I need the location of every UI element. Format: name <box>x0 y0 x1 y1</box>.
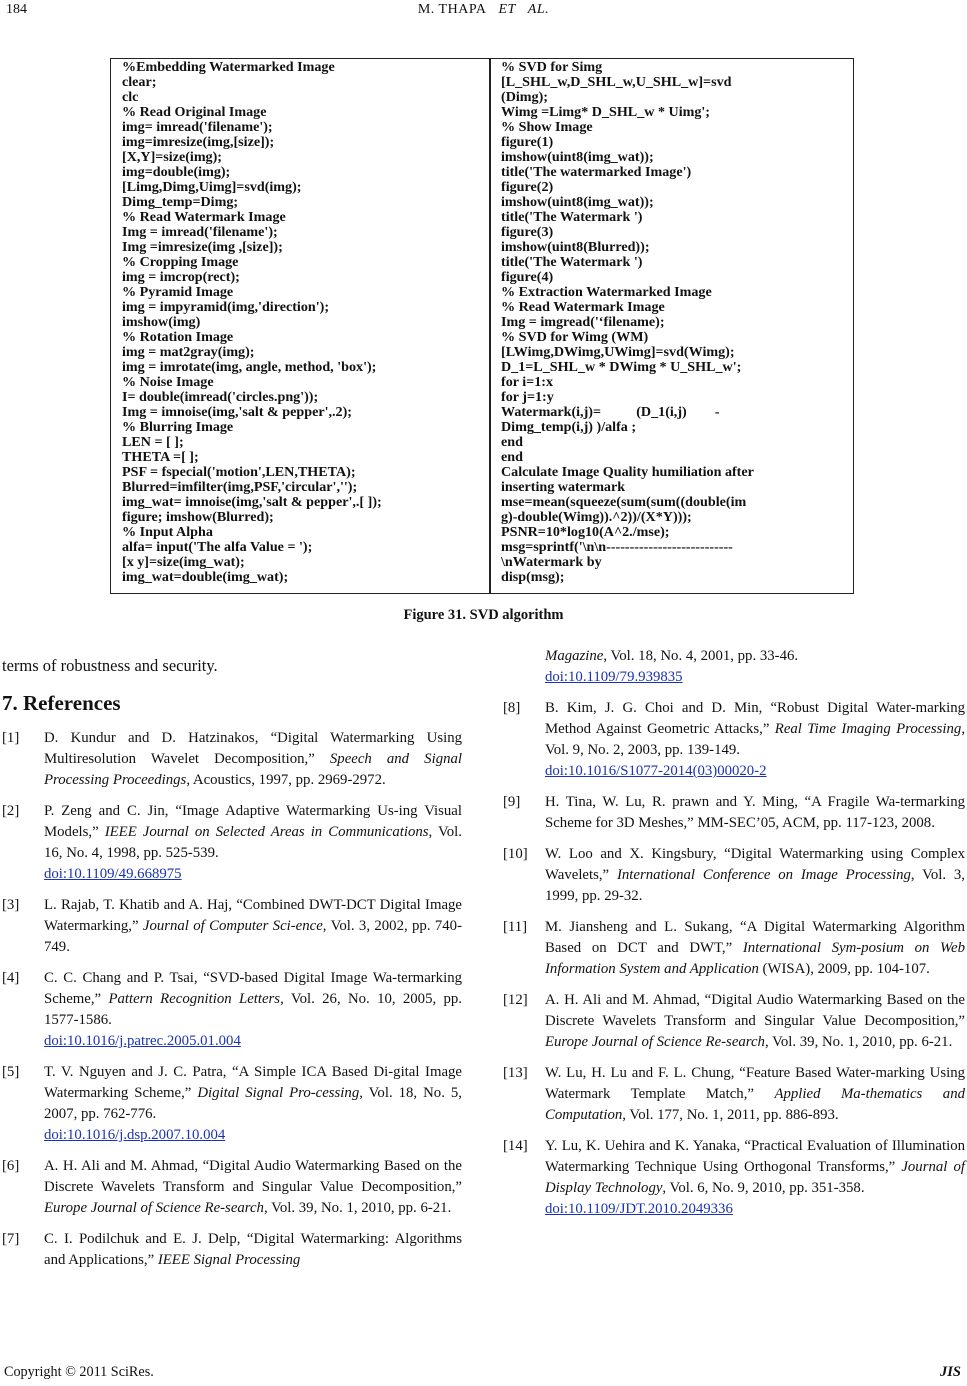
header-et: ET <box>498 2 516 17</box>
reference-number: [9] <box>503 794 521 810</box>
reference-item <box>503 792 965 834</box>
reference-authors-title: B. Kim, J. G. Choi and D. Min, “Robust Digital Water-marking Method Against Geometric Attacks,” <box>545 700 965 737</box>
reference-doi-link[interactable]: doi:10.1016/j.dsp.2007.10.004 <box>44 1127 226 1143</box>
reference-details: , Vol. 177, No. 1, 2011, pp. 886-893. <box>622 1107 839 1123</box>
reference-item <box>503 844 965 907</box>
reference-number: [2] <box>2 803 20 819</box>
reference-journal: IEEE Signal Processing <box>157 1252 301 1268</box>
ref7-details: , Vol. 18, No. 4, 2001, pp. 33-46. <box>603 648 799 664</box>
reference-journal: International Sym-posium on Web Information System and Application <box>545 940 965 977</box>
reference-authors-title: Y. Lu, K. Uehira and K. Yanaka, “Practical Evaluation of Illumination Watermarking Technique Using Orthogonal Transforms,” <box>545 1138 965 1175</box>
reference-details: , Vol. 18, No. 5, 2007, pp. 762-776. <box>44 1085 462 1122</box>
reference-journal: International Conference on Image Processing <box>616 867 911 883</box>
figure-caption: Figure 31. SVD algorithm <box>403 607 564 623</box>
reference-journal: Journal of Display Technology <box>545 1159 965 1196</box>
left-column <box>2 650 462 1281</box>
reference-number: [3] <box>2 897 20 913</box>
reference-authors-title: W. Loo and X. Kingsbury, “Digital Watermarking using Complex Wavelets,” <box>545 846 965 883</box>
reference-number: [12] <box>503 992 528 1008</box>
reference-journal: Europe Journal of Science Re-search <box>44 1200 264 1216</box>
reference-number: [6] <box>2 1158 20 1174</box>
references-left-list <box>2 728 462 1271</box>
reference-journal: Digital Signal Pro-cessing <box>197 1085 360 1101</box>
page-number: 184 <box>6 2 27 17</box>
header-al: AL. <box>527 2 550 17</box>
reference-item <box>503 698 965 782</box>
figure-code-right: % SVD for Simg [L_SHL_w,D_SHL_w,U_SHL_w]=svd (Dimg); Wimg =Limg* D_SHL_w * Uimg'; % Show Image figure(1) imshow(uint8(img_wat)); title('The watermarked Image') figure(2) imshow(uint8(img_wat)); title('The Watermark ') figure(3) imshow(uint8(Blurred)); title('The Watermark ') figure(4) % Extraction Watermarked Image % Read Watermark Image Img = imgread('‘filename); % SVD for Wimg (WM) [LWimg,DWimg,UWimg]=svd(Wimg); D_1=L_SHL_w * DWimg * U_SHL_w'; for i=1:x for j=1:y Watermark(i,j)= (D_1(i,j) - Dimg_temp(i,j) )/alfa ; end end Calculate Image Quality humiliation after inserting watermark mse=mean(squeeze(sum(sum((double(im g)-double(Wimg)).^2))/(X*Y))); PSNR=10*log10(A^2./mse); msg=sprintf('\n\n--------------------------- \nWatermark by disp(msg); <box>501 59 754 585</box>
reference-item <box>2 801 462 885</box>
reference-details: (WISA), 2009, pp. 104-107. <box>758 961 930 977</box>
footer-journal: JIS <box>940 1364 961 1380</box>
reference-number: [14] <box>503 1138 528 1154</box>
reference-details: , Vol. 16, No. 4, 1998, pp. 525-539. <box>44 824 462 861</box>
reference-authors-title: A. H. Ali and M. Ahmad, “Digital Audio Watermarking Based on the Discrete Wavelets Transform and Singular Value Decomposition,” <box>44 1158 462 1195</box>
reference-details: , Acoustics, 1997, pp. 2969-2972. <box>186 772 386 788</box>
reference-details: , Vol. 39, No. 1, 2010, pp. 6-21. <box>263 1200 452 1216</box>
reference-number: [8] <box>503 700 521 716</box>
reference-item <box>503 1136 965 1220</box>
footer-copyright: Copyright © 2011 SciRes. <box>4 1364 154 1380</box>
reference-journal: Europe Journal of Science Re-search <box>545 1034 765 1050</box>
reference-item <box>2 1062 462 1146</box>
reference-journal: Journal of Computer Sci-ence <box>142 918 323 934</box>
reference-details: , Vol. 39, No. 1, 2010, pp. 6-21. <box>764 1034 953 1050</box>
reference-journal: Pattern Recognition Letters <box>108 991 281 1007</box>
reference-item <box>2 968 462 1052</box>
reference-authors-title: C. I. Podilchuk and E. J. Delp, “Digital Watermarking: Algorithms and Applications,” <box>44 1231 462 1268</box>
figure-column-divider <box>489 58 491 594</box>
reference-item <box>2 1156 462 1219</box>
right-column <box>503 646 965 1230</box>
reference-7-continuation <box>503 646 965 688</box>
reference-authors-title: C. C. Chang and P. Tsai, “SVD-based Digital Image Wa-termarking Scheme,” <box>44 970 462 1007</box>
reference-doi-link[interactable]: doi:10.1109/JDT.2010.2049336 <box>545 1201 733 1217</box>
reference-number: [13] <box>503 1065 528 1081</box>
reference-details: , Vol. 3, 2002, pp. 740-749. <box>44 918 462 955</box>
reference-item <box>503 917 965 980</box>
reference-journal: Speech and Signal Processing Proceedings <box>44 751 462 788</box>
reference-number: [4] <box>2 970 20 986</box>
reference-authors-title: P. Zeng and C. Jin, “Image Adaptive Watermarking Us-ing Visual Models,” <box>44 803 462 840</box>
reference-details: , Vol. 26, No. 10, 2005, pp. 1577-1586. <box>44 991 462 1028</box>
figure-code-left: %Embedding Watermarked Image clear; clc % Read Original Image img= imread('filename'); img=imresize(img,[size]); [X,Y]=size(img); img=double(img); [Limg,Dimg,Uimg]=svd(img); Dimg_temp=Dimg; % Read Watermark Image Img = imread('filename'); Img =imresize(img ,[size]); % Cropping Image img = imcrop(rect); % Pyramid Image img = impyramid(img,'direction'); imshow(img) % Rotation Image img = mat2gray(img); img = imrotate(img, angle, method, 'box'); % Noise Image I= double(imread('circles.png')); Img = imnoise(img,'salt & pepper',.2); % Blurring Image LEN = [ ]; THETA =[ ]; PSF = fspecial('motion',LEN,THETA); Blurred=imfilter(img,PSF,'circular',''); img_wat= imnoise(img,'salt & pepper',.[ ]); figure; imshow(Blurred); % Input Alpha alfa= input('The alfa Value = '); [x y]=size(img_wat); img_wat=double(img_wat); <box>122 59 382 585</box>
ref7-doi-link[interactable]: doi:10.1109/79.939835 <box>545 669 683 685</box>
reference-doi-link[interactable]: doi:10.1016/j.patrec.2005.01.004 <box>44 1033 241 1049</box>
references-right-list <box>503 698 965 1220</box>
running-header <box>0 2 967 18</box>
reference-authors-title: W. Lu, H. Lu and F. L. Chung, “Feature Based Water-marking Using Watermark Template Match,” <box>545 1065 965 1102</box>
reference-authors-title: L. Rajab, T. Khatib and A. Haj, “Combined DWT-DCT Digital Image Watermarking,” <box>44 897 462 934</box>
reference-item <box>2 728 462 791</box>
reference-journal: Applied Ma-thematics and Computation <box>545 1086 965 1123</box>
header-author: M. THAPA <box>417 2 487 17</box>
reference-journal: Real Time Imaging Processing <box>774 721 962 737</box>
reference-item <box>503 990 965 1053</box>
reference-authors-title: T. V. Nguyen and J. C. Patra, “A Simple ICA Based Di-gital Image Watermarking Scheme,” <box>44 1064 462 1101</box>
ref7-journal: Magazine <box>545 648 604 664</box>
reference-item <box>503 1063 965 1126</box>
reference-details: , Vol. 9, No. 2, 2003, pp. 139-149. <box>545 721 966 758</box>
body-paragraph: terms of robustness and security. <box>2 656 218 675</box>
reference-authors-title: D. Kundur and D. Hatzinakos, “Digital Watermarking Using Multiresolution Wavelet Decomposition,” <box>44 730 462 767</box>
reference-number: [10] <box>503 846 528 862</box>
reference-number: [5] <box>2 1064 20 1080</box>
reference-doi-link[interactable]: doi:10.1016/S1077-2014(03)00020-2 <box>545 763 767 779</box>
reference-journal: IEEE Journal on Selected Areas in Communications <box>104 824 429 840</box>
reference-number: [7] <box>2 1231 20 1247</box>
reference-authors-title: H. Tina, W. Lu, R. prawn and Y. Ming, “A Fragile Wa-termarking Scheme for 3D Meshes,” MM-SEC’05, ACM, pp. 117-123, 2008. <box>545 794 965 831</box>
reference-authors-title: A. H. Ali and M. Ahmad, “Digital Audio Watermarking Based on the Discrete Wavelets Transform and Singular Value Decomposition,” <box>545 992 965 1029</box>
reference-item <box>2 1229 462 1271</box>
reference-details: , Vol. 6, No. 9, 2010, pp. 351-358. <box>662 1180 865 1196</box>
reference-details: , Vol. 3, 1999, pp. 29-32. <box>545 867 965 904</box>
reference-number: [1] <box>2 730 20 746</box>
reference-doi-link[interactable]: doi:10.1109/49.668975 <box>44 866 182 882</box>
section-title: 7. References <box>2 691 121 715</box>
reference-authors-title: M. Jiansheng and L. Sukang, “A Digital Watermarking Algorithm Based on DCT and DWT,” <box>545 919 965 956</box>
reference-item <box>2 895 462 958</box>
reference-number: [11] <box>503 919 528 935</box>
